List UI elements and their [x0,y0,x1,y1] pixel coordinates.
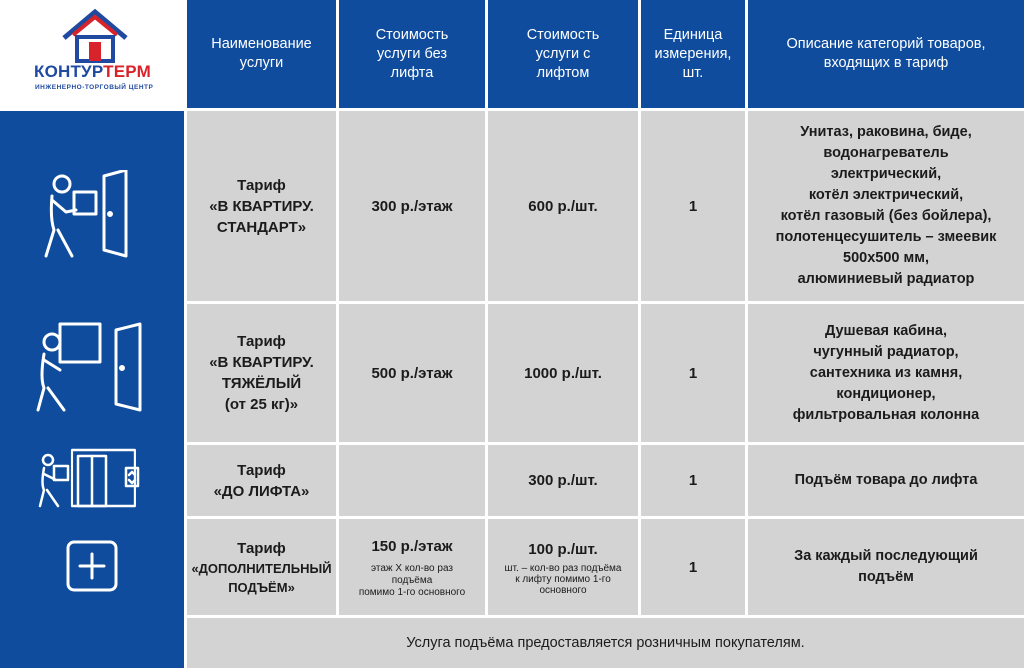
row3-price-no-lift [339,445,485,516]
row4-price-with-lift: 100 р./шт. шт. – кол-во раз подъёма к лифту помимо 1-го основного [488,519,638,615]
row3-service-name: Тариф «ДО ЛИФТА» [187,445,336,516]
row2-price-no-lift: 500 р./этаж [339,304,485,442]
header-unit: Единица измерения, шт. [641,0,745,108]
row2-unit: 1 [641,304,745,442]
header-service-name: Наименование услуги [187,0,336,108]
row3-unit: 1 [641,445,745,516]
plus-square-icon [66,540,118,592]
row3-description: Подъём товара до лифта [748,445,1024,516]
mover-box-door-icon [36,170,136,260]
logo [0,0,184,111]
logo-subtitle: ИНЖЕНЕРНО-ТОРГОВЫЙ ЦЕНТР [35,84,154,91]
row4-service-name: Тариф «ДОПОЛНИТЕЛЬНЫЙ ПОДЪЁМ» [187,519,336,615]
mover-elevator-icon [38,448,148,508]
row4-description: За каждый последующий подъём [748,519,1024,615]
row1-price-with-lift: 600 р./шт. [488,111,638,301]
house-logo-icon [60,8,130,64]
header-price-with-lift: Стоимость услуги с лифтом [488,0,638,108]
row4-price-no-lift: 150 р./этаж этаж Х кол-во раз подъёма помимо 1-го основного [339,519,485,615]
row1-unit: 1 [641,111,745,301]
row1-service-name: Тариф «В КВАРТИРУ. СТАНДАРТ» [187,111,336,301]
row1-description: Унитаз, раковина, биде, водонагреватель электрический, котёл электрический, котёл газовый (без бойлера), полотенцесушитель – змеевик 500х500 мм, алюминиевый радиатор [748,111,1024,301]
row1-price-no-lift: 300 р./этаж [339,111,485,301]
row2-description: Душевая кабина, чугунный радиатор, сантехника из камня, кондиционер, фильтровальная колонна [748,304,1024,442]
row3-price-with-lift: 300 р./шт. [488,445,638,516]
header-price-no-lift: Стоимость услуги без лифта [339,0,485,108]
mover-heavy-box-door-icon [36,322,146,412]
row2-price-with-lift: 1000 р./шт. [488,304,638,442]
row2-service-name: Тариф «В КВАРТИРУ. ТЯЖЁЛЫЙ (от 25 кг)» [187,304,336,442]
footer-note: Услуга подъёма предоставляется розничным покупателям. [187,618,1024,668]
row4-unit: 1 [641,519,745,615]
header-description: Описание категорий товаров, входящих в тариф [748,0,1024,108]
logo-brand: КОНТУРТЕРМ [34,62,151,81]
